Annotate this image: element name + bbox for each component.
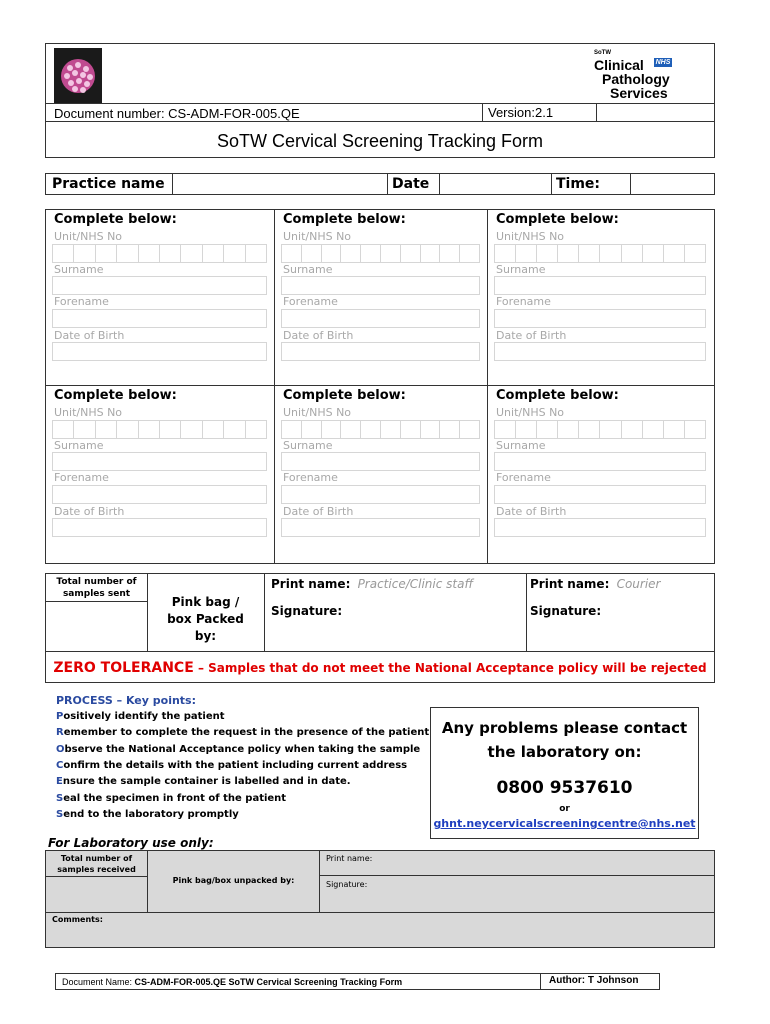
complete-below-title: Complete below: [283,212,406,227]
lab-use-table [45,850,715,948]
process-item-initial: E [56,776,63,788]
unpacked-by-cell [148,851,320,913]
unit-nhs-label: Unit/NHS No [54,230,123,243]
process-item-text: ositively identify the patient [63,711,225,722]
forename-field[interactable] [494,485,706,504]
process-item [56,776,351,787]
forename-field[interactable] [281,485,480,504]
dob-field[interactable] [281,518,480,537]
total-received-label: Total number of samples received [57,854,136,874]
complete-below-title: Complete below: [496,212,619,227]
courier-signoff-cell[interactable] [527,574,714,651]
contact-or: or [559,804,570,814]
process-item-initial: C [56,759,64,771]
forename-field[interactable] [52,309,267,328]
clinical-pathology-logo [586,50,686,106]
unit-nhs-field[interactable] [281,420,480,439]
dob-field[interactable] [494,518,706,537]
process-item-text: emember to complete the request in the presence of the patient [63,727,430,739]
process-item-initial: O [56,743,65,755]
version: Version:2.1 [488,105,554,120]
process-item-initial: P [56,711,64,722]
staff-signoff-cell[interactable] [265,574,527,651]
page-title: SoTW Cervical Screening Tracking Form [216,131,544,151]
dob-label: Date of Birth [283,329,354,342]
dob-label: Date of Birth [496,505,567,518]
contact-box [430,707,699,839]
process-item-text: eal the specimen in front of the patient [63,792,287,804]
forename-field[interactable] [281,309,480,328]
total-sent-label-cell [46,574,147,602]
surname-label: Surname [54,439,104,452]
logo-line2: Pathology [602,71,670,87]
practice-name-field[interactable] [173,174,388,194]
unit-nhs-field[interactable] [52,244,267,263]
surname-field[interactable] [281,452,480,471]
total-sent-field[interactable] [46,602,147,650]
logo-line3: Services [610,85,668,101]
date-label-cell [388,174,440,194]
surname-field[interactable] [52,452,267,471]
dob-label: Date of Birth [54,329,125,342]
practice-row [45,173,715,195]
dob-field[interactable] [494,342,706,361]
forename-label: Forename [54,295,109,308]
lab-print-name-label: Print name: [326,854,373,863]
nhs-badge-icon: NHS [655,59,671,66]
courier-hint: Courier [616,577,661,591]
surname-field[interactable] [494,452,706,471]
document-number: Document number: CS-ADM-FOR-005.QE [54,106,300,121]
unit-nhs-label: Unit/NHS No [54,406,123,419]
staff-hint: Practice/Clinic staff [357,577,474,591]
lab-use-title: For Laboratory use only: [48,836,214,850]
packed-by-label: Pink bag / box Packed by: [167,595,244,643]
dob-label: Date of Birth [496,329,567,342]
process-item [56,727,429,738]
unpacked-by-label: Pink bag/box unpacked by: [172,876,295,885]
dob-label: Date of Birth [54,505,125,518]
forename-label: Forename [283,471,338,484]
lab-print-name-field[interactable] [320,851,714,876]
dob-field[interactable] [52,342,267,361]
lab-signature-field[interactable] [320,876,714,913]
complete-below-title: Complete below: [496,388,619,403]
process-item-text: end to the laboratory promptly [63,808,239,820]
total-sent-label: Total number of samples sent [56,577,137,599]
staff-signature-label: Signature: [271,604,343,618]
form-header [45,43,715,158]
footer-document-name [62,977,402,987]
time-label-cell [552,174,631,194]
process-item-initial: S [56,808,64,820]
courier-signature-label: Signature: [530,604,602,618]
process-item-text: onfirm the details with the patient including current address [63,759,408,771]
patient-entry-cell [488,386,714,563]
zero-tolerance-heading: ZERO TOLERANCE [53,660,194,676]
forename-field[interactable] [52,485,267,504]
lab-signature-label: Signature: [326,880,368,889]
process-item [56,793,286,804]
document-footer [55,973,660,990]
patient-entry-cell [488,210,714,386]
contact-email-link[interactable]: ghnt.neycervicalscreeningcentre@nhs.net [433,817,696,830]
process-item [56,760,407,771]
surname-label: Surname [54,263,104,276]
dob-label: Date of Birth [283,505,354,518]
contact-phone[interactable]: 0800 9537610 [496,778,633,798]
time-field[interactable] [631,174,714,194]
staff-print-name [271,577,473,591]
logo-line1: Clinical [594,57,644,73]
date-label: Date [392,176,430,192]
forename-label: Forename [496,295,551,308]
surname-label: Surname [283,263,333,276]
unit-nhs-label: Unit/NHS No [496,230,565,243]
dispatch-signoff-table [45,573,715,683]
surname-field[interactable] [281,276,480,295]
comments-field[interactable] [46,913,714,947]
surname-label: Surname [496,263,546,276]
process-item-text: nsure the sample container is labelled and in date. [62,776,351,788]
footer-doc-prefix: Document Name: [62,977,135,987]
practice-label: Practice name [52,176,165,192]
patient-details-grid [45,209,715,564]
footer-author-cell [540,974,659,989]
cell-logo-icon [54,48,102,104]
date-field[interactable] [440,174,552,194]
total-received-label-cell [46,851,147,877]
process-item [56,711,225,722]
courier-print-name-label: Print name: [530,577,610,591]
process-item [56,809,239,820]
zero-tolerance-notice [46,651,714,682]
unit-nhs-label: Unit/NHS No [283,406,352,419]
forename-label: Forename [283,295,338,308]
surname-label: Surname [496,439,546,452]
footer-author: Author: T Johnson [549,975,639,986]
total-sent-cell [46,574,148,651]
process-item-initial: R [56,727,64,739]
comments-label: Comments: [52,915,103,924]
forename-label: Forename [496,471,551,484]
unit-nhs-field[interactable] [52,420,267,439]
total-received-cell [46,851,148,913]
patient-entry-cell [275,386,488,563]
dob-field[interactable] [52,518,267,537]
zero-tolerance-text: – Samples that do not meet the National Acceptance policy will be rejected [193,661,707,675]
total-received-field[interactable] [46,877,147,912]
complete-below-title: Complete below: [54,388,177,403]
logo-small-text: SoTW [594,50,611,56]
document-number-row [46,103,714,122]
process-item-initial: S [56,792,64,804]
staff-print-name-label: Print name: [271,577,351,591]
unit-nhs-field[interactable] [494,244,706,263]
patient-entry-cell [46,210,275,386]
packed-by-cell [148,574,265,651]
time-label: Time: [556,176,601,192]
forename-label: Forename [54,471,109,484]
unit-nhs-label: Unit/NHS No [283,230,352,243]
footer-doc-name: CS-ADM-FOR-005.QE SoTW Cervical Screening Tracking Form [134,977,403,987]
unit-nhs-field[interactable] [281,244,480,263]
surname-field[interactable] [52,276,267,295]
surname-label: Surname [283,439,333,452]
complete-below-title: Complete below: [283,388,406,403]
process-item [56,744,420,755]
dob-field[interactable] [281,342,480,361]
unit-nhs-label: Unit/NHS No [496,406,565,419]
version-cell [482,104,597,121]
unit-nhs-field[interactable] [494,420,706,439]
complete-below-title: Complete below: [54,212,177,227]
process-item-text: bserve the National Acceptance policy when taking the sample [64,743,421,755]
patient-entry-cell [275,210,488,386]
surname-field[interactable] [494,276,706,295]
forename-field[interactable] [494,309,706,328]
practice-label-cell [46,174,173,194]
patient-entry-cell [46,386,275,563]
process-title: PROCESS – Key points: [56,694,197,707]
contact-heading: Any problems please contact the laboratory on: [441,719,688,761]
courier-print-name [530,577,660,591]
